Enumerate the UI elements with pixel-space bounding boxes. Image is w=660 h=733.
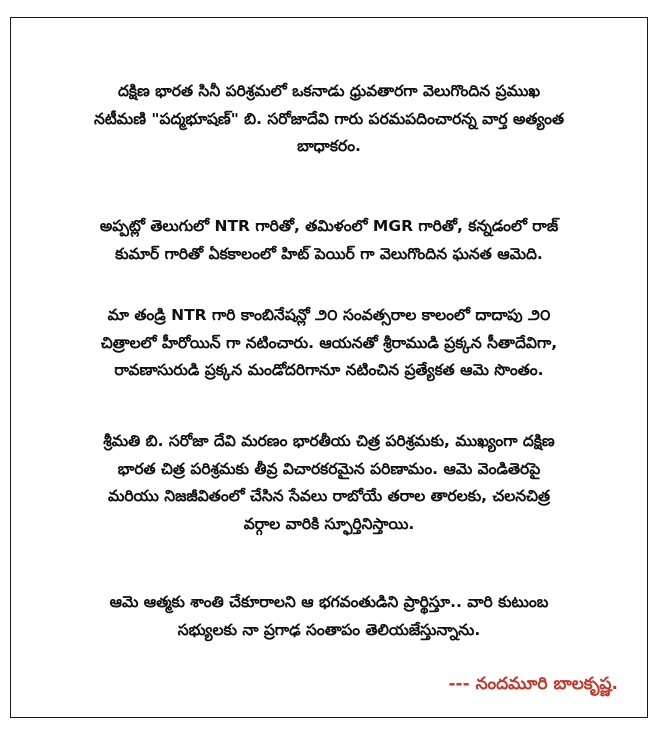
paragraph-prayer [40,589,618,644]
text-line: వర్గాల వారికి స్ఫూర్తినిస్తాయి. [243,514,415,533]
text-line: శ్రీమతి బి. సరోజా దేవి మరణం భారతీయ చిత్ర పరిశ్రమకు, ముఖ్యంగా దక్షిణ [103,432,555,450]
text-line: రావణాసురుడి ప్రక్కన మండోదరిగానూ నటించిన ప్రత్యేకత ఆమె సొంతం. [114,361,544,379]
paragraph-ntr-combination [40,302,618,385]
text-line: భారత చిత్ర పరిశ్రమకు తీవ్ర విచారకరమైన పరిణామం. ఆమె వెండితెరపై [117,459,541,478]
text-line: అప్పట్లో తెలుగులో NTR గారితో, తమిళంలో MGR గారితో, కన్నడంలో రాజ్ [99,217,559,235]
text-line: మా తండ్రి NTR గారి కాంబినేషన్లో ౨౦ సంవత్సరాల కాలంలో దాదాపు ౨౦ [107,306,551,324]
text-line: దక్షిణ భారత సినీ పరిశ్రమలో ఒకనాడు ధ్రువతారగా వెలుగొందిన ప్రముఖ [117,82,541,100]
text-line: కుమార్ గారితో ఏకకాలంలో హిట్ పెయిర్ గా వెలుగొందిన ఘనత ఆమెది. [115,244,543,263]
paragraph-industry-loss [40,428,618,538]
text-line: మరియు నిజజీవితంలో చేసిన సేవలు రాబోయే తరాల తారలకు, చలనచిత్ర [107,487,551,505]
text-line: సభ్యులకు నా ప్రగాఢ సంతాపం తెలియజేస్తున్నాను. [177,620,481,639]
text-line: ఆమె ఆత్మకు శాంతి చేకూరాలని ఆ భగవంతుడిని ప్రార్థిస్తూ.. వారి కుటుంబ [109,593,549,611]
signature: --- నందమూరి బాలకృష్ణ. [448,674,618,694]
paragraph-hit-pair [40,213,618,268]
paragraph-condolence-intro [40,78,618,161]
text-line: బాధాకరం. [297,137,361,155]
text-line: చిత్రాలలో హీరోయిన్ గా నటించారు. ఆయనతో శ్రీరాముడి ప్రక్కన సీతాదేవిగా, [100,333,558,352]
text-line: నటీమణి "పద్మభూషణ్" బి. సరోజాదేవి గారు పరమపదించారన్న వార్త అత్యంత [93,109,565,128]
